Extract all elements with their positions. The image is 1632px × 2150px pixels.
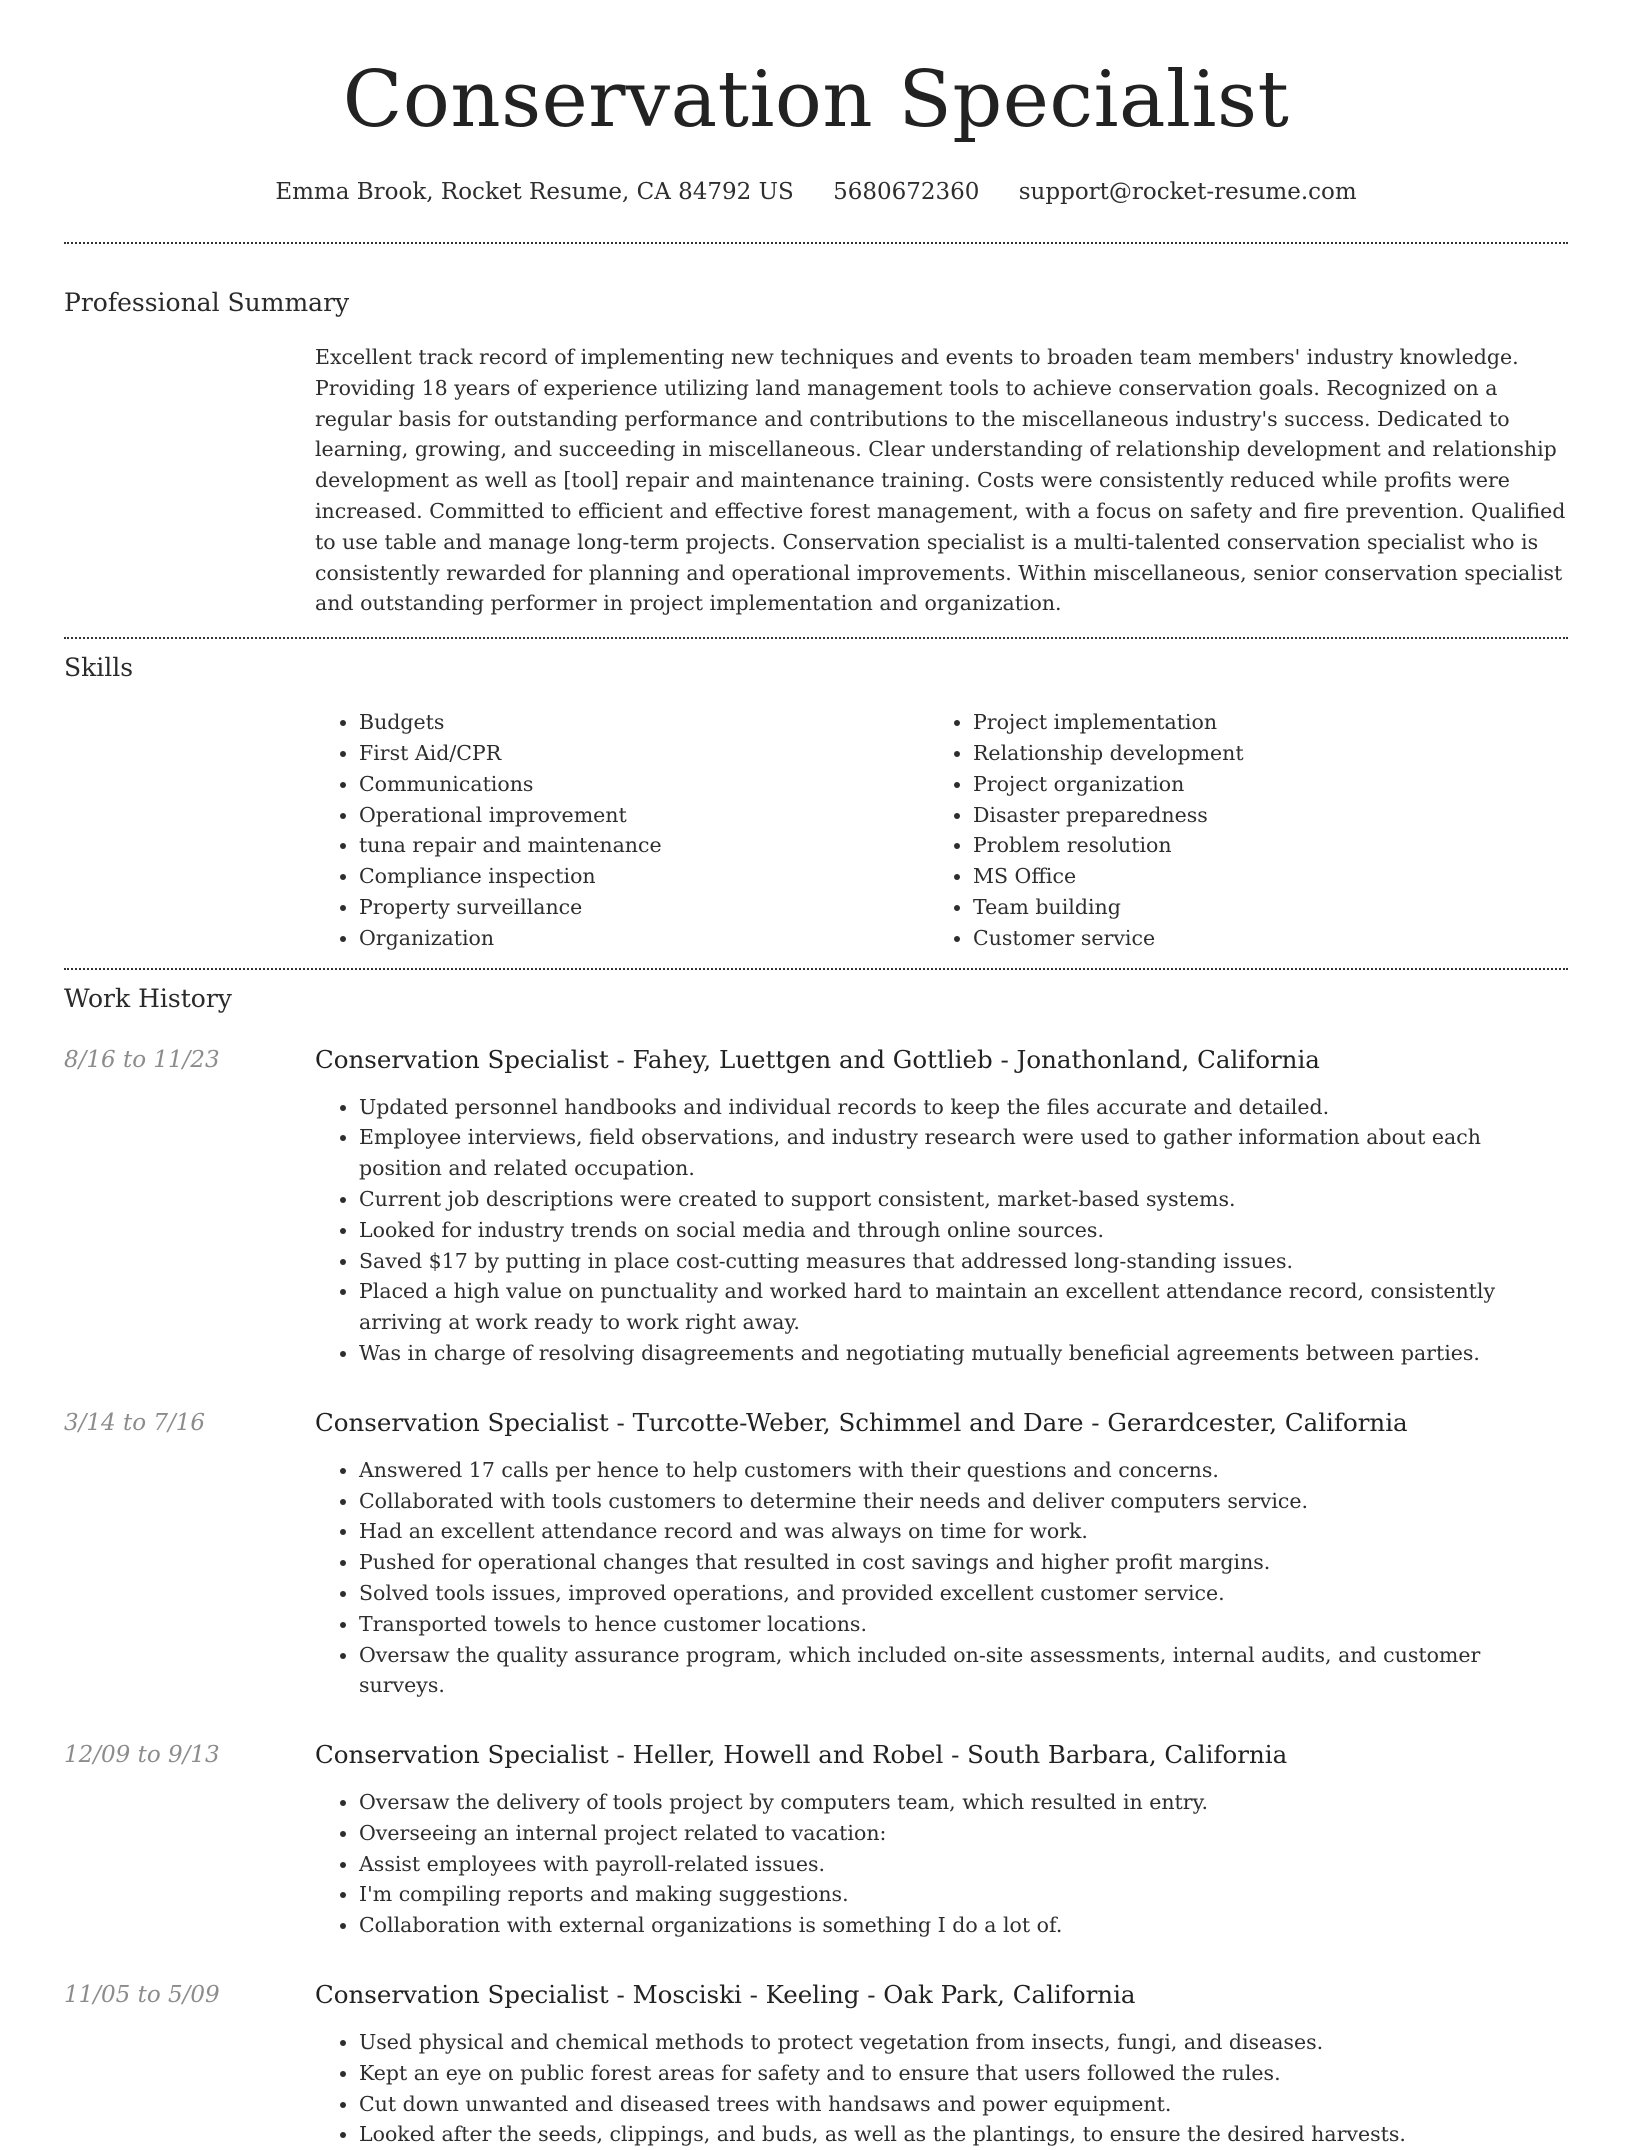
job-bullet: • I'm compiling reports and making suggestions. (359, 1879, 1568, 1910)
skill-item: • Customer service (973, 923, 1543, 954)
skill-item: • Organization (359, 923, 929, 954)
skills-list-right (929, 707, 1543, 953)
resume-title: Conservation Specialist (342, 55, 1290, 145)
skill-item: • First Aid/CPR (359, 738, 929, 769)
contact-phone: 5680672360 (833, 179, 980, 205)
job-bullet: • Saved $17 by putting in place cost-cutting measures that addressed long-standing issues. (359, 1246, 1568, 1277)
skill-item: • Project organization (973, 769, 1543, 800)
job-bullet: • Employee interviews, field observations, and industry research were used to gather information about each position and related occupation. (359, 1122, 1568, 1184)
contact-line (64, 176, 1568, 208)
job-bullets (315, 1455, 1568, 1701)
summary-heading: Professional Summary (64, 288, 350, 317)
skills-grid (315, 707, 1568, 953)
skill-item: • MS Office (973, 861, 1543, 892)
divider (64, 242, 1568, 244)
summary-section (64, 286, 1568, 619)
job-bullets (315, 2027, 1568, 2150)
job-bullet: • Oversaw the delivery of tools project by computers team, which resulted in entry. (359, 1787, 1568, 1818)
work-heading: Work History (64, 983, 232, 1013)
skill-item: • Relationship development (973, 738, 1543, 769)
job-dates: 12/09 to 9/13 (64, 1742, 220, 1769)
job-bullet: • Oversaw the quality assurance program, which included on-site assessments, internal audits, and customer surveys. (359, 1640, 1568, 1702)
skill-item: • Disaster preparedness (973, 800, 1543, 831)
summary-text: Excellent track record of implementing new techniques and events to broaden team members' industry knowledge. Providing 18 years of experience utilizing land management tools to achieve conservation goals. Recognized on a regular basis for outstanding performance and contributions to the miscellaneous industry's success. Dedicated to learning, growing, and succeeding in miscellaneous. Clear understanding of relationship development and relationship development as well as [tool] repair and maintenance training. Costs were consistently reduced while profits were increased. Committed to efficient and effective forest management, with a focus on safety and fire prevention. Qualified to use table and manage long-term projects. Conservation specialist is a multi-talented conservation specialist who is consistently rewarded for planning and operational improvements. Within miscellaneous, senior conservation specialist and outstanding performer in project implementation and organization. (315, 345, 1566, 616)
job-bullet: • Assist employees with payroll-related issues. (359, 1849, 1568, 1880)
job-heading: Conservation Specialist - Mosciski - Keeling - Oak Park, California (315, 1980, 1136, 2010)
job-bullet: • Had an excellent attendance record and was always on time for work. (359, 1516, 1568, 1547)
job-bullet: • Kept an eye on public forest areas for safety and to ensure that users followed the rules. (359, 2058, 1568, 2089)
skill-item: • Property surveillance (359, 892, 929, 923)
divider (64, 637, 1568, 639)
job-bullet: • Collaborated with tools customers to determine their needs and deliver computers service. (359, 1486, 1568, 1517)
job-heading: Conservation Specialist - Fahey, Luettgen and Gottlieb - Jonathonland, California (315, 1044, 1320, 1074)
job-bullet: • Overseeing an internal project related to vacation: (359, 1818, 1568, 1849)
job-bullet: • Used physical and chemical methods to protect vegetation from insects, fungi, and diseases. (359, 2027, 1568, 2058)
job-bullet: • Transported towels to hence customer locations. (359, 1609, 1568, 1640)
job-bullet: • Solved tools issues, improved operations, and provided excellent customer service. (359, 1578, 1568, 1609)
job-bullet: • Answered 17 calls per hence to help customers with their questions and concerns. (359, 1455, 1568, 1486)
skill-item: • Communications (359, 769, 929, 800)
work-section (64, 982, 1568, 2150)
resume-page (64, 0, 1568, 2150)
job-bullet: • Placed a high value on punctuality and worked hard to maintain an excellent attendance record, consistently arriving at work ready to work right away. (359, 1276, 1568, 1338)
contact-address: Emma Brook, Rocket Resume, CA 84792 US (275, 179, 794, 205)
skill-item: • Team building (973, 892, 1543, 923)
job-bullets (315, 1787, 1568, 1941)
skill-item: • tuna repair and maintenance (359, 830, 929, 861)
job-bullet: • Looked after the seeds, clippings, and buds, as well as the plantings, to ensure the desired harvests. (359, 2119, 1568, 2150)
job-dates: 3/14 to 7/16 (64, 1409, 206, 1436)
skill-item: • Project implementation (973, 707, 1543, 738)
job-entry (64, 1044, 1568, 1369)
skills-heading: Skills (64, 653, 134, 683)
job-entry (64, 1407, 1568, 1701)
job-entry (64, 1979, 1568, 2150)
skill-item: • Budgets (359, 707, 929, 738)
contact-email: support@rocket-resume.com (1018, 179, 1357, 205)
job-heading: Conservation Specialist - Turcotte-Weber, Schimmel and Dare - Gerardcester, California (315, 1407, 1408, 1437)
divider (64, 968, 1568, 970)
skill-item: • Compliance inspection (359, 861, 929, 892)
skill-item: • Operational improvement (359, 800, 929, 831)
skill-item: • Problem resolution (973, 830, 1543, 861)
job-heading: Conservation Specialist - Heller, Howell and Robel - South Barbara, California (315, 1740, 1288, 1770)
job-bullet: • Collaboration with external organizations is something I do a lot of. (359, 1910, 1568, 1941)
skills-list-left (315, 707, 929, 953)
job-dates: 11/05 to 5/09 (64, 1982, 220, 2009)
job-bullet: • Cut down unwanted and diseased trees with handsaws and power equipment. (359, 2089, 1568, 2120)
job-dates: 8/16 to 11/23 (64, 1046, 220, 1073)
skills-section (64, 651, 1568, 953)
job-bullet: • Looked for industry trends on social media and through online sources. (359, 1215, 1568, 1246)
job-entry (64, 1739, 1568, 1941)
job-bullets (315, 1092, 1568, 1369)
job-bullet: • Pushed for operational changes that resulted in cost savings and higher profit margins. (359, 1547, 1568, 1578)
job-bullet: • Was in charge of resolving disagreements and negotiating mutually beneficial agreements between parties. (359, 1338, 1568, 1369)
job-bullet: • Updated personnel handbooks and individual records to keep the files accurate and detailed. (359, 1092, 1568, 1123)
job-bullet: • Current job descriptions were created to support consistent, market-based systems. (359, 1184, 1568, 1215)
